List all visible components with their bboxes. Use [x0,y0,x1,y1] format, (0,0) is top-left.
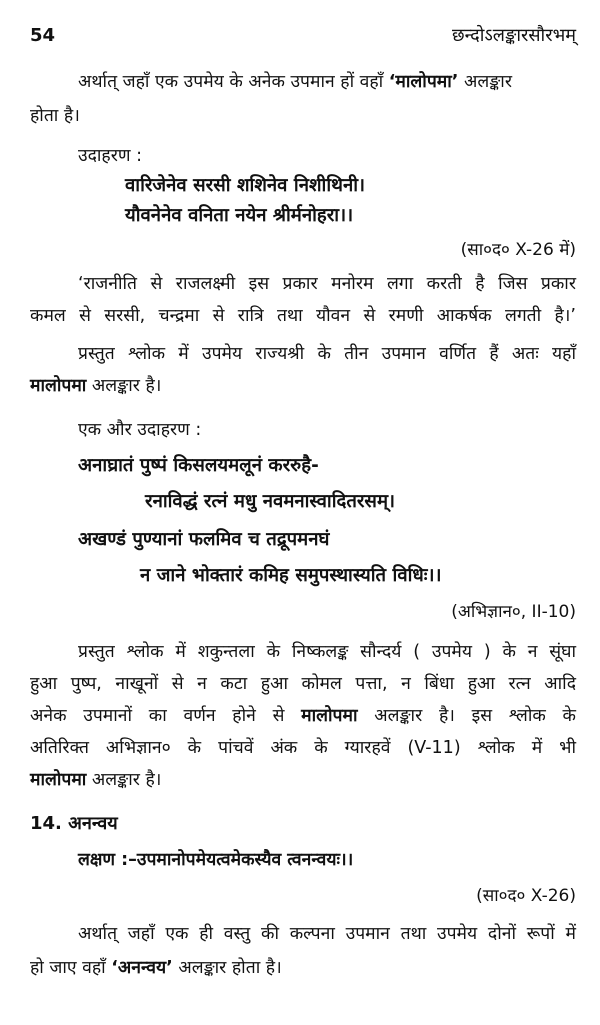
term-malopama: मालोपमा [30,770,87,790]
para3-line2: हुआ पुष्प, नाखूनों से न कटा हुआ कोमल पत्ता, न बिंधा हुआ रत्न आदि [30,674,576,694]
para3-line4: अतिरिक्त अभिज्ञान० के पांचवें अंक के ग्यारहवें (V-11) श्लोक में भी [30,738,576,758]
term-malopama: मालोपमा [30,376,87,396]
translation-line1: ‘राजनीति से राजलक्ष्मी इस प्रकार मनोरम लगा करती है जिस प्रकार [78,274,576,294]
term-malopama: ‘मालोपमा’ [388,72,459,92]
para1-line2: होता है। [30,106,80,126]
section-heading: 14. अनन्वय [30,813,118,834]
example1-source: (सा०द० X-26 में) [460,240,576,260]
example2-label: एक और उदाहरण : [78,420,202,440]
section14-para-line2: हो जाए वहाँ ‘अनन्वय’ अलङ्कार होता है। [30,958,282,978]
page-number: 54 [30,25,56,46]
translation-line2: कमल से सरसी, चन्द्रमा से रात्रि तथा यौवन से रमणी आकर्षक लगती है।’ [30,306,576,326]
example2-verse-line1: अनाघ्रातं पुष्पं किसलयमलूनं कररुहै- [78,455,319,476]
para2-line1: प्रस्तुत श्लोक में उपमेय राज्यश्री के तीन उपमान वर्णित हैं अतः यहाँ [78,344,576,364]
term-malopama: मालोपमा [301,706,358,726]
section14-source: (सा०द० X-26) [476,886,576,906]
example2-verse-line3: अखण्डं पुण्यानां फलमिव च तद्रूपमनघं [78,529,330,550]
para2-line2: मालोपमा अलङ्कार है। [30,376,162,396]
definition-label: लक्षण :– [78,850,137,870]
example1-verse-line1: वारिजेनेव सरसी शशिनेव निशीथिनी। [125,175,366,196]
example1-label: उदाहरण : [78,146,142,166]
para3-line5: मालोपमा अलङ्कार है। [30,770,162,790]
example1-verse-line2: यौवनेनेव वनिता नयेन श्रीर्मनोहरा।। [125,205,354,226]
running-title: छन्दोऽलङ्कारसौरभम् [451,25,576,46]
section14-para-line1: अर्थात् जहाँ एक ही वस्तु की कल्पना उपमान तथा उपमेय दोनों रूपों में [78,924,576,944]
para1-line1: अर्थात् जहाँ एक उपमेय के अनेक उपमान हों वहाँ ‘मालोपमा’ अलङ्कार [78,72,512,92]
term-ananvaya: ‘अनन्वय’ [111,958,173,978]
example2-source: (अभिज्ञान०, II-10) [451,602,576,622]
para3-line1: प्रस्तुत श्लोक में शकुन्तला के निष्कलङ्क सौन्दर्य ( उपमेय ) के न सूंघा [78,642,576,662]
example2-verse-line4: न जाने भोक्तारं कमिह समुपस्थास्यति विधिः।। [140,565,442,586]
para3-line3: अनेक उपमानों का वर्णन होने से मालोपमा अलङ्कार है। इस श्लोक के [30,706,576,726]
definition-line [78,848,353,872]
example2-verse-line2: रनाविद्धं रत्नं मधु नवमनास्वादितरसम्। [145,491,396,512]
definition-text: उपमानोपमेयत्वमेकस्यैव त्वनन्वयः।। [136,850,354,870]
